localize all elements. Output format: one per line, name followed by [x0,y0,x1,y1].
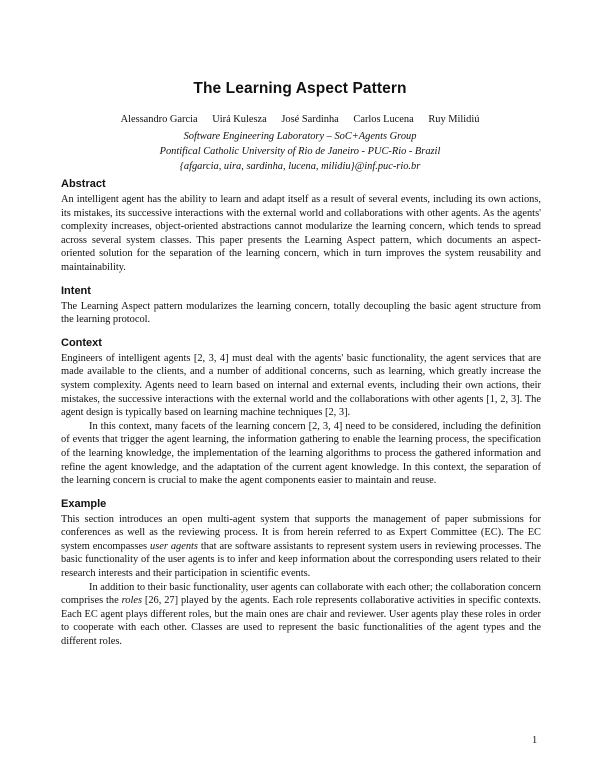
paragraph-text: [26, 27] played by the agents. Each role represents collaborative activities in specific contexts. Each EC agent plays different roles, but the main ones are chair and reviewer. User agents play these roles in order to cooperate with each other. Classes are used to represent the basic functionalities of the agent types and the different roles. [61,595,541,648]
section-heading: Abstract [61,178,106,190]
paper-title: The Learning Aspect Pattern [193,80,407,97]
section-paragraph [61,581,541,649]
page-number: 1 [532,735,538,746]
section-context [61,337,541,488]
author-name: Carlos Lucena [353,114,414,125]
section-abstract [61,178,541,275]
section-heading: Context [61,336,102,349]
section-heading: Intent [61,284,91,297]
section-paragraph: In this context, many facets of the learning concern [2, 3, 4] need to be considered, including the definition of events that trigger the agent learning, the information gathering to enable the learning process, the specification of the learning knowledge, the implementation of the learning algorithms to process the gathered information and refine the agent knowledge, and the adaptation of the current agent knowledge. In this context, the separation of the learning concern is crucial to make the agent components easier to maintain and reuse. [61,420,541,487]
section-paragraph [61,513,541,581]
section-heading: Example [61,497,107,510]
author-name: Uirá Kulesza [212,114,267,125]
emphasized-term: user agents [150,540,198,552]
author-name: José Sardinha [281,114,339,125]
section-example [61,498,541,649]
affiliation-emails: {afgarcia, uira, sardinha, lucena, milidiu}@inf.puc-rio.br [179,161,421,172]
emphasized-term: roles [121,595,142,607]
affiliation-lab: Software Engineering Laboratory – SoC+Agents Group [183,131,417,142]
section-paragraph: The Learning Aspect pattern modularizes the learning concern, totally decoupling the basic agent structure from the learning protocol. [61,300,541,326]
author-name: Ruy Milidiú [428,114,480,125]
section-paragraph: An intelligent agent has the ability to learn and adapt itself as a result of several events, including its own actions, its mistakes, its successive interactions with the external world and collaborations with other agents. As the agents' complexity increases, object-oriented abstractions cannot modularize the learning concern, which tends to spread across several system classes. This paper presents the Learning Aspect pattern, which documents an aspect-oriented solution for the separation of the learning concern, which in turn improves the system reusability and maintainability. [61,194,541,273]
author-list [0,114,600,125]
author-name: Alessandro Garcia [120,114,198,125]
paragraph-text: that are software assistants to represent system users in reviewing processes. The basic functionality of the user agents is to infer and keep information about the corresponding users related to their research interests and their participation in scientific events. [61,540,541,580]
paragraph-text: In addition to their basic functionality, user agents can collaborate with each other; the collaboration concern comprises the [61,581,541,607]
paper-body [61,178,541,659]
paragraph-text: This section introduces an open multi-agent system that supports the management of paper submissions for conferences as well as the reviewing process. It is from herein referred to as Expert Committee (EC). The EC system encompasses [61,513,541,552]
section-intent [61,285,541,327]
affiliation-university: Pontifical Catholic University of Rio de Janeiro - PUC-Rio - Brazil [159,146,441,157]
section-paragraph: Engineers of intelligent agents [2, 3, 4] must deal with the agents' basic functionality, the agent services that are made available to the clients, and a number of additional concerns, such as learning, which greatly increase the system complexity. Agents need to learn based on internal and external events, including their own actions, their mistakes, the successive interactions with the external world and the collaborations with other agents [1, 2, 3]. The agent design is typically based on learning machine techniques [2, 3]. [61,352,541,419]
